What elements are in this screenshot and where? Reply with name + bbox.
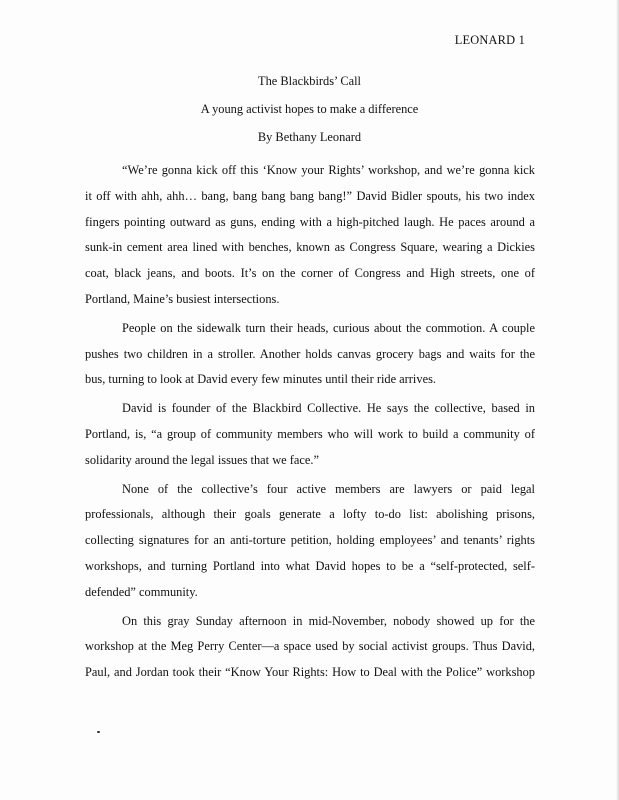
- text-line: collecting signatures for an anti-torture petition, holding employees’ and tenants’ rights: [85, 533, 535, 548]
- text-line: People on the sidewalk turn their heads, curious about the commotion. A couple: [122, 320, 535, 335]
- text-line: sunk-in cement area lined with benches, known as Congress Square, wearing a Dickies: [85, 240, 535, 255]
- text-line: defended” community.: [85, 584, 198, 599]
- paragraph: [85, 400, 535, 477]
- text-line: solidarity around the legal issues that we face.”: [85, 452, 319, 467]
- text-line: Paul, and Jordan took their “Know Your Rights: How to Deal with the Police” workshop: [85, 665, 535, 680]
- text-line: it off with ahh, ahh… bang, bang bang bang bang!” David Bidler spouts, his two index: [85, 188, 535, 203]
- stray-ink-mark: [97, 731, 100, 733]
- paragraph: [85, 162, 535, 317]
- running-head: LEONARD 1: [454, 33, 525, 47]
- text-line: professionals, although their goals generate a lofty to-do list: abolishing prisons,: [85, 507, 535, 522]
- text-line: bus, turning to look at David every few minutes until their ride arrives.: [85, 372, 436, 387]
- article-byline: By Bethany Leonard: [257, 130, 362, 144]
- text-line: Portland, is, “a group of community members who will work to build a community of: [85, 426, 535, 441]
- text-line: David is founder of the Blackbird Collective. He says the collective, based in: [122, 401, 535, 416]
- article-body: [85, 162, 535, 690]
- text-line: workshop at the Meg Perry Center—a space used by social activist groups. Thus David,: [85, 639, 535, 654]
- text-line: On this gray Sunday afternoon in mid-November, nobody showed up for the: [122, 613, 535, 628]
- article-title: The Blackbirds’ Call: [258, 74, 361, 88]
- paragraph: [85, 613, 535, 690]
- text-line: “We’re gonna kick off this ‘Know your Rights’ workshop, and we’re gonna kick: [122, 163, 535, 177]
- text-line: workshops, and turning Portland into what David hopes to be a “self-protected, self-: [85, 558, 535, 573]
- text-line: fingers pointing outward as guns, ending with a high-pitched laugh. He paces around a: [85, 214, 535, 229]
- paragraph: [85, 481, 535, 610]
- text-line: coat, black jeans, and boots. It’s on the corner of Congress and High streets, one of: [85, 266, 535, 281]
- article-subtitle: A young activist hopes to make a difference: [200, 102, 419, 116]
- text-line: None of the collective’s four active members are lawyers or paid legal: [122, 481, 535, 496]
- text-line: pushes two children in a stroller. Another holds canvas grocery bags and waits for the: [85, 346, 535, 361]
- paragraph: [85, 320, 535, 397]
- text-line: Portland, Maine’s busiest intersections.: [85, 291, 280, 306]
